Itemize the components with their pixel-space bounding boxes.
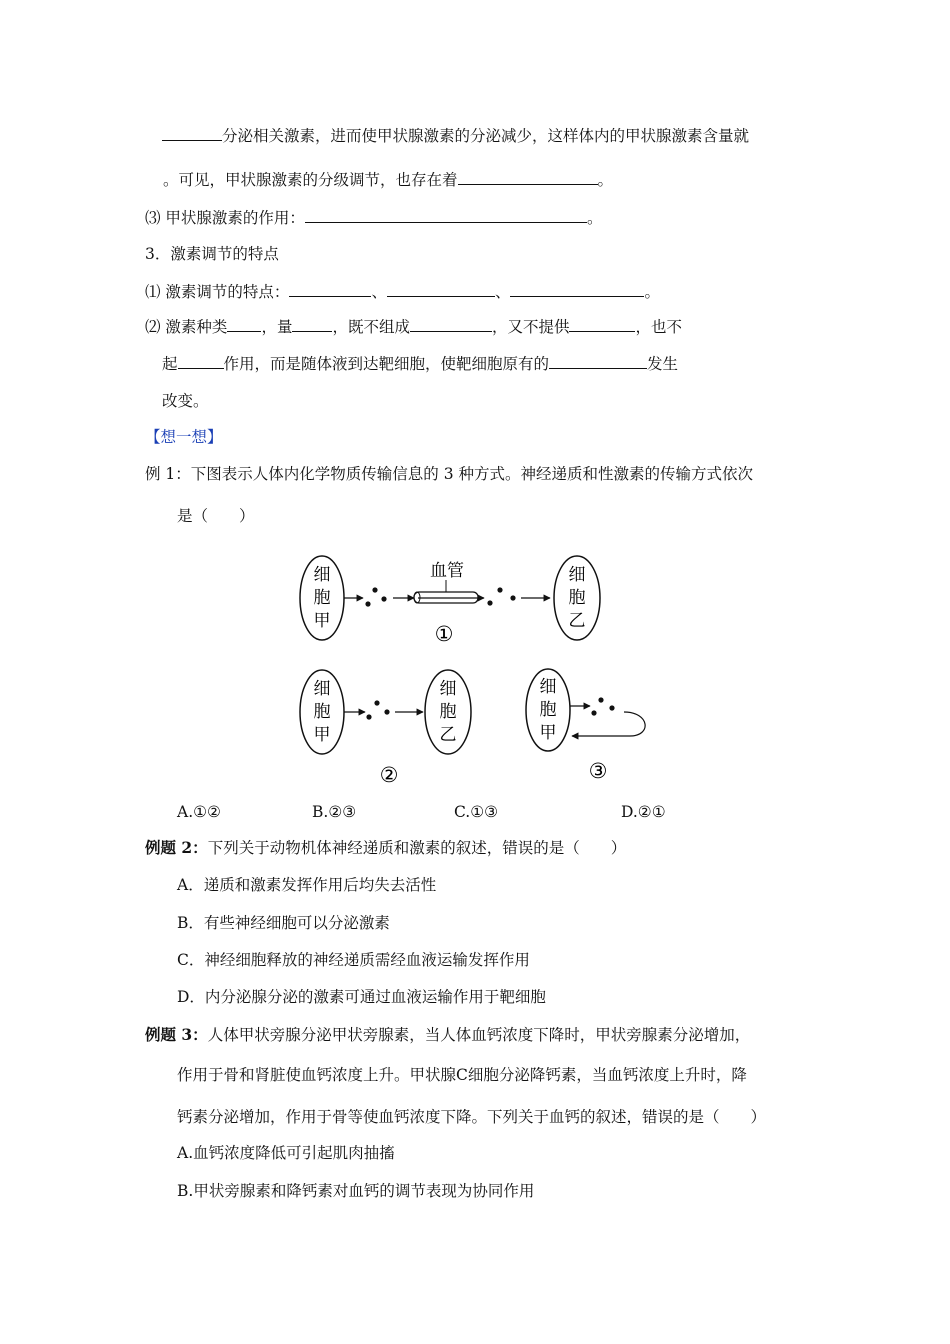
mode-2-diagram bbox=[300, 670, 471, 787]
molecule-dot bbox=[497, 587, 502, 592]
fill-blank[interactable] bbox=[510, 281, 644, 297]
molecule-dot bbox=[366, 714, 371, 719]
fill-blank[interactable] bbox=[549, 353, 647, 369]
molecule-dot bbox=[487, 600, 492, 605]
mode-1-label: ① bbox=[434, 622, 454, 646]
option-a[interactable]: A．递质和激素发挥作用后均失去活性 bbox=[177, 876, 437, 894]
text-line: ⑵ 激素种类 ，量 ，既不组成 ，又不提供 ，也不 bbox=[145, 318, 682, 336]
text-line: 改变。 bbox=[162, 392, 209, 410]
blood-vessel-end bbox=[414, 592, 420, 603]
example-1-question-cont: 是（ ） bbox=[177, 507, 255, 525]
fill-blank[interactable] bbox=[305, 207, 587, 223]
text-line: 。可见，甲状腺激素的分级调节，也存在着 。 bbox=[163, 171, 614, 189]
option-a[interactable]: A.①② bbox=[177, 803, 221, 821]
cell-a-ellipse bbox=[526, 669, 570, 751]
cell-a-label: 胞 bbox=[313, 702, 331, 722]
option-d[interactable]: D.②① bbox=[621, 803, 666, 821]
molecule-dot bbox=[365, 601, 370, 606]
fill-blank[interactable] bbox=[410, 316, 492, 332]
fill-blank[interactable] bbox=[569, 316, 635, 332]
option-c[interactable]: C．神经细胞释放的神经递质需经血液运输发挥作用 bbox=[177, 951, 530, 969]
molecule-dot bbox=[591, 710, 596, 715]
fill-blank[interactable] bbox=[387, 281, 495, 297]
return-arrow bbox=[572, 712, 645, 736]
option-d[interactable]: D．内分泌腺分泌的激素可通过血液运输作用于靶细胞 bbox=[177, 988, 546, 1006]
cell-a-label: 细 bbox=[313, 679, 331, 699]
cell-a-label: 甲 bbox=[539, 723, 557, 743]
text-line: ⑶ 甲状腺激素的作用： 。 bbox=[145, 209, 603, 227]
mode-3-diagram bbox=[526, 669, 645, 783]
molecule-dot bbox=[374, 700, 379, 705]
vessel-label: 血管 bbox=[430, 561, 464, 581]
option-c[interactable]: C.①③ bbox=[454, 803, 499, 821]
mode-2-label: ② bbox=[379, 763, 399, 787]
mode-1-diagram bbox=[300, 556, 600, 646]
cell-a-ellipse bbox=[300, 670, 344, 754]
option-b[interactable]: B．有些神经细胞可以分泌激素 bbox=[177, 914, 390, 932]
cell-b-label: 细 bbox=[439, 679, 457, 699]
molecule-dot bbox=[384, 709, 389, 714]
cell-a-label: 甲 bbox=[313, 725, 331, 745]
option-b[interactable]: B.甲状旁腺素和降钙素对血钙的调节表现为协同作用 bbox=[177, 1182, 535, 1200]
cell-b-ellipse bbox=[554, 556, 600, 640]
think-heading: 【想一想】 bbox=[145, 428, 223, 446]
molecule-dot bbox=[510, 595, 515, 600]
fill-blank[interactable] bbox=[162, 125, 222, 141]
cell-a-label: 细 bbox=[313, 565, 331, 585]
fill-blank[interactable] bbox=[289, 281, 371, 297]
cell-b-label: 乙 bbox=[568, 611, 586, 631]
example-2-question: 例题 2：下列关于动物机体神经递质和激素的叙述，错误的是（ ） bbox=[145, 838, 627, 857]
cell-b-label: 胞 bbox=[568, 588, 586, 608]
molecule-dot bbox=[381, 596, 386, 601]
example-1-question: 例 1：下图表示人体内化学物质传输信息的 3 种方式。神经递质和性激素的传输方式依次 bbox=[145, 465, 754, 483]
cell-a-label: 甲 bbox=[313, 611, 331, 631]
fill-blank[interactable] bbox=[458, 169, 598, 185]
fill-blank[interactable] bbox=[292, 316, 332, 332]
option-a[interactable]: A.血钙浓度降低可引起肌肉抽搐 bbox=[177, 1144, 395, 1162]
text-line: 分泌相关激素，进而使甲状腺激素的分泌减少，这样体内的甲状腺激素含量就 bbox=[162, 125, 749, 147]
fill-blank[interactable] bbox=[178, 353, 224, 369]
mode-3-label: ③ bbox=[588, 759, 608, 783]
example-3-question: 例题 3：人体甲状旁腺分泌甲状旁腺素，当人体血钙浓度下降时，甲状旁腺素分泌增加， bbox=[145, 1025, 751, 1044]
molecule-dot bbox=[598, 697, 603, 702]
cell-b-label: 胞 bbox=[439, 702, 457, 722]
cell-b-label: 细 bbox=[568, 565, 586, 585]
option-b[interactable]: B.②③ bbox=[312, 803, 357, 821]
section-title: 3．激素调节的特点 bbox=[145, 245, 279, 263]
text-line: 起 作用，而是随体液到达靶细胞，使靶细胞原有的 发生 bbox=[162, 355, 679, 373]
molecule-dot bbox=[609, 705, 614, 710]
cell-a-label: 胞 bbox=[313, 588, 331, 608]
cell-a-label: 细 bbox=[539, 677, 557, 697]
cell-a-label: 胞 bbox=[539, 700, 557, 720]
text-line: ⑴ 激素调节的特点： 、 、 。 bbox=[145, 283, 660, 301]
cell-a-ellipse bbox=[300, 556, 344, 640]
molecule-dot bbox=[372, 587, 377, 592]
cell-b-ellipse bbox=[425, 670, 471, 754]
example-3-question-cont: 钙素分泌增加，作用于骨等使血钙浓度下降。下列关于血钙的叙述，错误的是（ ） bbox=[177, 1108, 767, 1126]
cell-b-label: 乙 bbox=[439, 725, 457, 745]
fill-blank[interactable] bbox=[227, 316, 261, 332]
example-3-question-cont: 作用于骨和肾脏使血钙浓度上升。甲状腺C细胞分泌降钙素，当血钙浓度上升时，降 bbox=[177, 1066, 747, 1084]
blood-vessel bbox=[414, 592, 478, 603]
